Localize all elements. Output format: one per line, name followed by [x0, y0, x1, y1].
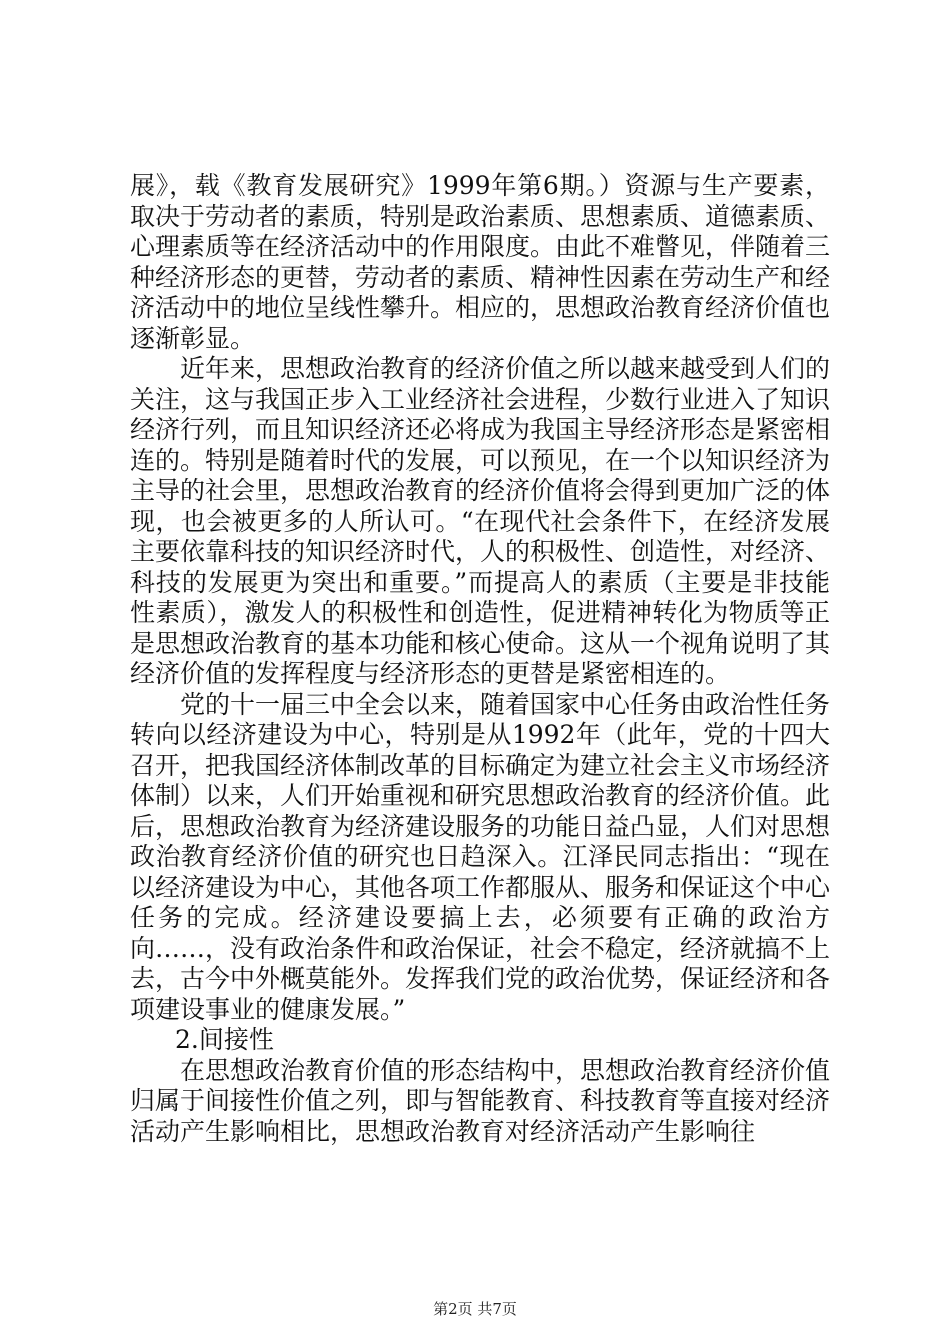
document-body [130, 171, 830, 1147]
section-heading-indirectness: 2.间接性 [175, 1025, 274, 1054]
paragraph-continuation: 展》，载《教育发展研究》1999年第6期。）资源与生产要素，取决于劳动者的素质，特别是政治素质、思想素质、道德素质、心理素质等在经济活动中的作用限度。由此不难瞥见，伴随着三种经济形态的更替，劳动者的素质、精神性因素在劳动生产和经济活动中的地位呈线性攀升。相应的，思想政治教育经济价值也逐渐彰显。 [130, 171, 831, 353]
paragraph-third-plenum: 党的十一届三中全会以来，随着国家中心任务由政治性任务转向以经济建设为中心，特别是从1992年（此年，党的十四大召开，把我国经济体制改革的目标确定为建立社会主义市场经济体制）以来，人们开始重视和研究思想政治教育的经济价值。此后，思想政治教育为经济建设服务的功能日益凸显，人们对思想政治教育经济价值的研究也日趋深入。江泽民同志指出：“现在以经济建设为中心，其他各项工作都服从、服务和保证这个中心任务的完成。经济建设要搞上去，必须要有正确的政治方向……，没有政治条件和政治保证，社会不稳定，经济就搞不上去，古今中外概莫能外。发挥我们党的政治优势，保证经济和各项建设事业的健康发展。” [130, 689, 831, 1024]
page-number-footer: 第2页 共7页 [433, 1300, 517, 1318]
paragraph-knowledge-economy: 近年来，思想政治教育的经济价值之所以越来越受到人们的关注，这与我国正步入工业经济社会进程，少数行业进入了知识经济行列，而且知识经济还必将成为我国主导经济形态是紧密相连的。特别是随着时代的发展，可以预见，在一个以知识经济为主导的社会里，思想政治教育的经济价值将会得到更加广泛的体现，也会被更多的人所认可。“在现代社会条件下，在经济发展主要依靠科技的知识经济时代，人的积极性、创造性，对经济、科技的发展更为突出和重要。”而提高人的素质（主要是非技能性素质），激发人的积极性和创造性，促进精神转化为物质等正是思想政治教育的基本功能和核心使命。这从一个视角说明了其经济价值的发挥程度与经济形态的更替是紧密相连的。 [130, 354, 831, 688]
paragraph-indirect-value: 在思想政治教育价值的形态结构中，思想政治教育经济价值归属于间接性价值之列，即与智能教育、科技教育等直接对经济活动产生影响相比，思想政治教育对经济活动产生影响往 [130, 1055, 831, 1146]
